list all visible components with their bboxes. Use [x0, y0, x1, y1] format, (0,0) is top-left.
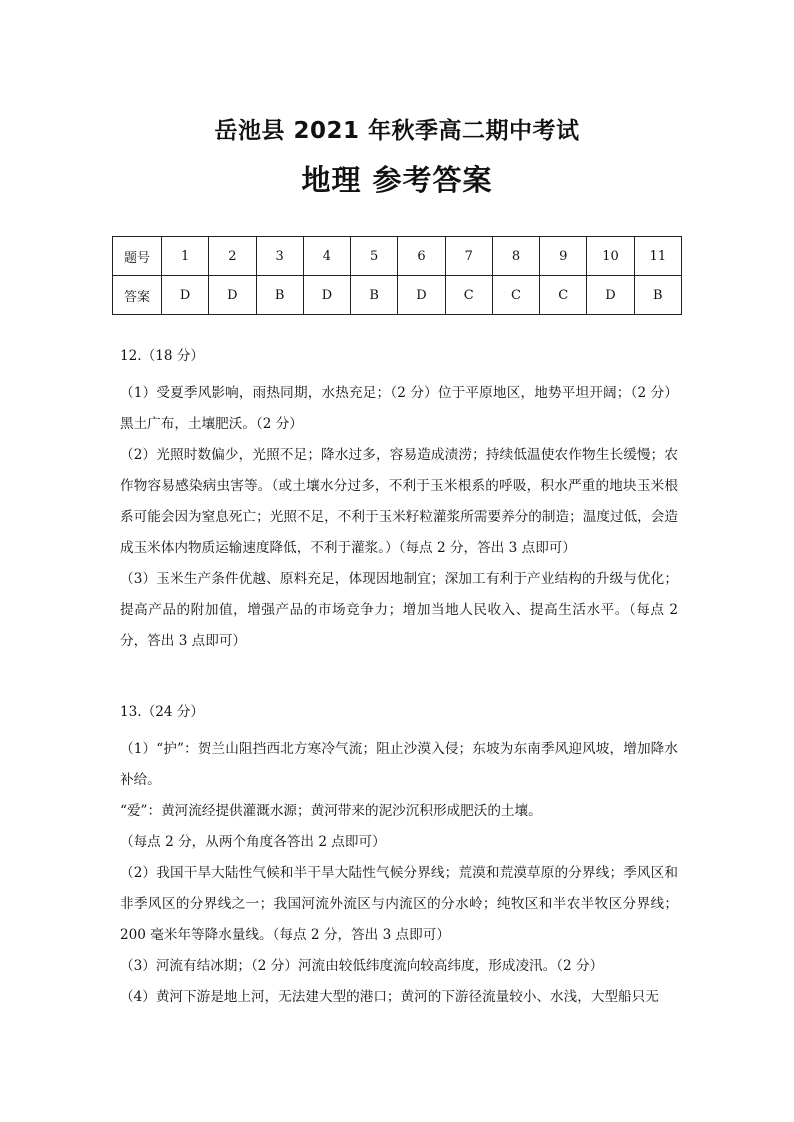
row-label: 答案	[113, 276, 162, 315]
question-heading: 13.（24 分）	[120, 704, 205, 720]
question-number: 11	[634, 237, 681, 276]
question-number: 3	[256, 237, 303, 276]
question-number: 6	[398, 237, 445, 276]
answer-paragraph: （2）光照时数偏少，光照不足；降水过多，容易造成渍涝；持续低温使农作物生长缓慢；农作物容易感染病虫害等。（或土壤水分过多，不利于玉米根系的呼吸，积水严重的地块玉米根系可能会因为窒息死亡；光照不足，不利于玉米籽粒灌浆所需要养分的制造；温度过低，会造成玉米体内物质运输速度降低，不利于灌浆。）（每点 2 分，答出 3 点即可）	[120, 447, 678, 556]
question-number: 7	[445, 237, 492, 276]
answer-cell: D	[209, 276, 256, 315]
question-number: 8	[492, 237, 539, 276]
question-number: 2	[209, 237, 256, 276]
answer-cell: D	[587, 276, 634, 315]
answer-paragraph: （1）受夏季风影响，雨热同期，水热充足；（2 分）位于平原地区，地势平坦开阔；（2 分）黑土广布，土壤肥沃。（2 分）	[120, 385, 678, 432]
question-number: 5	[351, 237, 398, 276]
question-number-row	[113, 237, 682, 276]
answer-paragraph: （3）河流有结冰期；（2 分）河流由较低纬度流向较高纬度，形成凌汛。（2 分）	[120, 958, 604, 974]
answer-paragraph: （1）“护”：贺兰山阻挡西北方寒冷气流；阻止沙漠入侵；东坡为东南季风迎风坡，增加降水补给。	[120, 741, 678, 788]
exam-title: 岳池县 2021 年秋季高二期中考试	[214, 118, 580, 144]
answer-cell: C	[445, 276, 492, 315]
answer-cell: C	[492, 276, 539, 315]
answer-cell: D	[303, 276, 350, 315]
question-13-section	[120, 697, 678, 1013]
row-label: 题号	[113, 237, 162, 276]
answer-cell: D	[162, 276, 209, 315]
question-12-section	[120, 341, 678, 657]
answer-cell: D	[398, 276, 445, 315]
answer-paragraph: （4）黄河下游是地上河，无法建大型的港口；黄河的下游径流量较小、水浅，大型船只无	[120, 989, 659, 1005]
answer-paragraph: （每点 2 分，从两个角度各答出 2 点即可）	[120, 834, 386, 850]
answer-cell: B	[256, 276, 303, 315]
answer-paragraph: （2）我国干旱大陆性气候和半干旱大陆性气候分界线；荒漠和荒漠草原的分界线；季风区和非季风区的分界线之一；我国河流外流区与内流区的分水岭；纯牧区和半农半牧区分界线；200 毫米年等降水量线。（每点 2 分，答出 3 点即可）	[120, 865, 678, 943]
question-heading: 12.（18 分）	[120, 348, 205, 364]
answer-cell: B	[351, 276, 398, 315]
question-number: 9	[540, 237, 587, 276]
question-number: 4	[303, 237, 350, 276]
answer-row	[113, 276, 682, 315]
question-number: 1	[162, 237, 209, 276]
question-number: 10	[587, 237, 634, 276]
answer-cell: C	[540, 276, 587, 315]
answer-paragraph: （3）玉米生产条件优越、原料充足，体现因地制宜；深加工有利于产业结构的升级与优化；提高产品的附加值，增强产品的市场竞争力；增加当地人民收入、提高生活水平。（每点 2 分，答出 3 点即可）	[120, 571, 678, 649]
answer-table	[112, 236, 682, 315]
answer-cell: B	[634, 276, 681, 315]
exam-subtitle: 地理 参考答案	[301, 163, 493, 197]
answer-paragraph: “爱”：黄河流经提供灌溉水源；黄河带来的泥沙沉积形成肥沃的土壤。	[120, 803, 542, 819]
